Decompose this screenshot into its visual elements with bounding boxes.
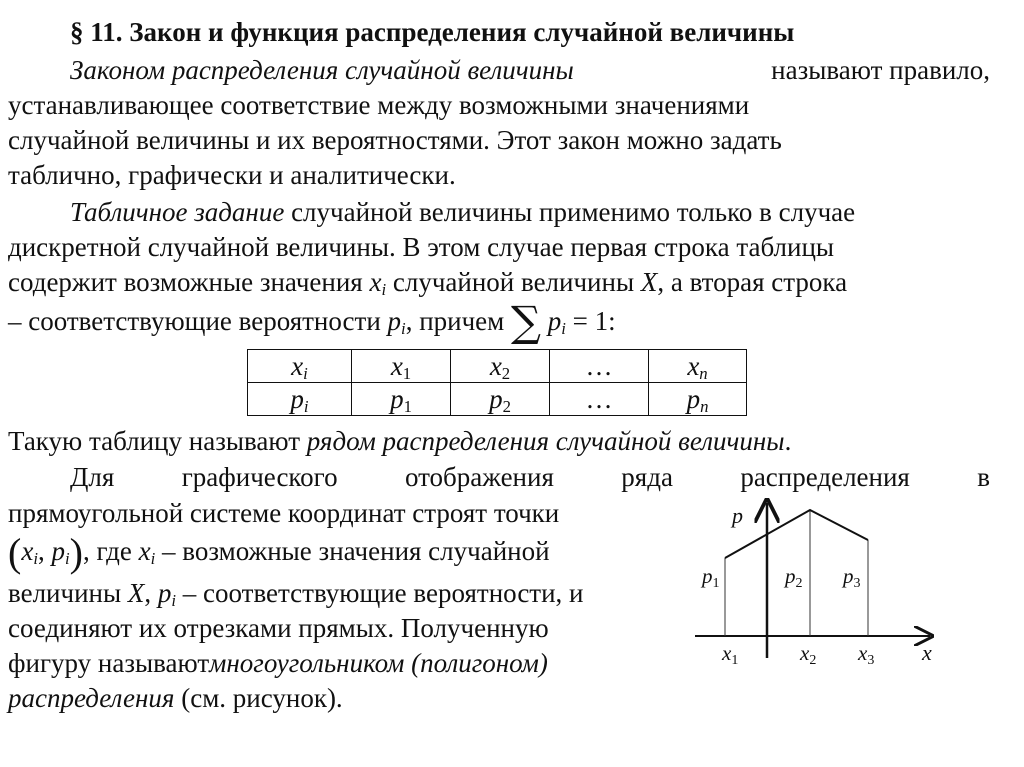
var: x (21, 536, 34, 566)
table-cell: $p_n$ (649, 383, 747, 416)
distribution-polygon-figure (690, 498, 950, 698)
x3-label: x3 (858, 641, 875, 668)
term-tabular: Табличное задание (70, 197, 285, 227)
paragraph-2-line-2: дискретной случайной величины. В этом случае первая строка таблицы (8, 232, 835, 262)
paragraph-4-line-6 (8, 646, 548, 680)
distribution-table (247, 349, 747, 416)
text: – соответствующие вероятности (8, 306, 381, 336)
table-cell: $x_1$ (352, 350, 451, 383)
paragraph-2-line-3 (8, 265, 990, 299)
sub: i (171, 591, 177, 611)
paragraph-3 (8, 424, 990, 458)
p3-label: p3 (843, 564, 861, 591)
paragraph-4-line-5: соединяют их отрезками прямых. Полученную (8, 613, 549, 643)
paragraph-1-line-4: таблично, графически и аналитически. (8, 160, 456, 190)
text: содержит возможные значения (8, 267, 363, 297)
text: , (144, 578, 152, 608)
word: отображения (404, 462, 554, 492)
table-cell: $p_1$ (352, 383, 451, 416)
paragraph-4-line-1 (70, 460, 990, 494)
paragraph-4-line-2: прямоугольной системе координат строят точки (8, 498, 560, 528)
paragraph-4-line-7 (8, 681, 516, 715)
sub: i (150, 549, 156, 569)
text: случайной величины применимо только в случае (291, 197, 856, 227)
text: величины (8, 578, 122, 608)
paragraph-2-line-1 (70, 195, 990, 229)
sub: i (33, 549, 38, 569)
x2-label: x2 (800, 641, 817, 668)
polygon-line (725, 510, 868, 558)
table-cell: … (550, 350, 649, 383)
sub: i (401, 319, 406, 339)
table-cell: $x_n$ (649, 350, 747, 383)
paragraph-2-line-4 (8, 297, 990, 346)
var-X: X (640, 267, 658, 297)
text: случайной величины (392, 267, 635, 297)
text: – возможные значения случайной (162, 536, 550, 566)
table-cell: $x_2$ (451, 350, 550, 383)
text: Такую таблицу называют (8, 426, 300, 456)
var: p (51, 536, 65, 566)
var: x (138, 536, 151, 566)
word: в (977, 462, 990, 492)
text: (см. рисунок). (181, 683, 343, 713)
section-title: § 11. Закон и функция распределения случайной величины (70, 17, 795, 47)
table-row (248, 350, 747, 383)
paragraph-4-line-3 (8, 530, 550, 575)
paren-close: ) (69, 530, 83, 575)
table-cell: $p_2$ (451, 383, 550, 416)
text: случайной величины и их вероятностями. Этот закон можно задать (8, 125, 782, 155)
sum-var: p (547, 306, 562, 336)
x1-label: x1 (722, 641, 739, 668)
text: – соответствующие вероятности, и (182, 578, 584, 608)
table-cell: … (550, 383, 649, 416)
sub: i (381, 280, 387, 300)
sub: i (64, 549, 70, 569)
text: фигуру называют (8, 648, 210, 678)
text: , где (82, 536, 132, 566)
table-cell: $p_i$ (248, 383, 352, 416)
var: p (157, 578, 172, 608)
var-x: x (369, 267, 382, 297)
term-distribution: распределения (8, 683, 175, 713)
axis-x-label: x (922, 640, 932, 665)
word: ряда (621, 462, 673, 492)
p2-label: p2 (785, 564, 803, 591)
comma: , (37, 536, 45, 566)
table-row (248, 383, 747, 416)
term-distribution-law: Законом распределения случайной величины (70, 55, 574, 85)
paragraph-1-line-2 (8, 88, 990, 122)
text: устанавливающее соответствие между возможными значениями (8, 90, 750, 120)
word: графического (181, 462, 338, 492)
var: X (127, 578, 145, 608)
text: , а вторая строка (657, 267, 848, 297)
paragraph-1-line-1 (70, 53, 990, 87)
word: распределения (740, 462, 910, 492)
text: . (784, 426, 792, 456)
term-polygon: многоугольником (полигоном) (209, 648, 548, 678)
text: , причем (405, 306, 505, 336)
paren-open: ( (8, 530, 22, 575)
paragraph-1-line-3 (8, 123, 990, 157)
table-cell: $x_i$ (248, 350, 352, 383)
sum-equals: = 1: (572, 306, 616, 336)
term-distribution-series: рядом распределения случайной величины (306, 426, 785, 456)
word: Для (70, 462, 115, 492)
paragraph-4-line-4 (8, 576, 584, 611)
p1-label: p1 (702, 564, 720, 591)
text: называют правило, (771, 55, 990, 85)
sub: i (561, 319, 566, 339)
var-p: p (387, 306, 402, 336)
axis-p-label: p (732, 503, 743, 528)
sum-symbol: ∑ (511, 297, 541, 346)
